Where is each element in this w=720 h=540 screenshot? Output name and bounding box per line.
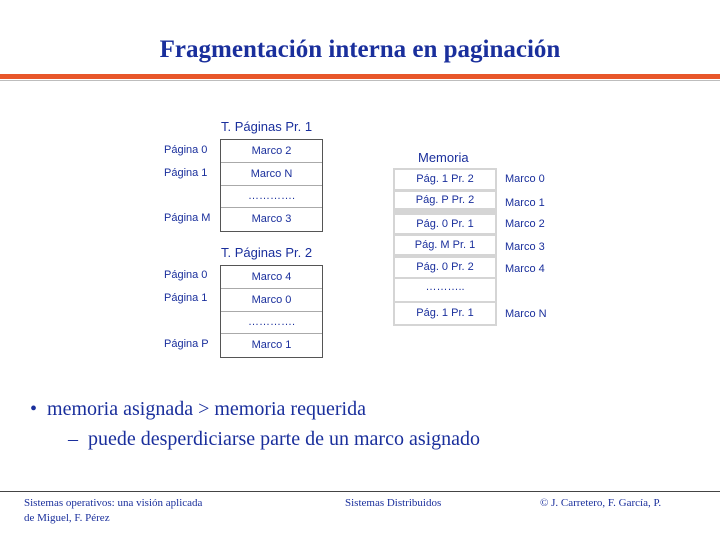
table1-cell: Marco 3	[221, 207, 322, 231]
title-underline	[0, 74, 720, 79]
bullet-dot: •	[30, 398, 48, 420]
footer-copyright: © J. Carretero, F. García, P.	[540, 497, 662, 509]
table1-cell: ………….	[221, 185, 322, 207]
table1-header: T. Páginas Pr. 1	[221, 119, 313, 134]
footer-divider	[0, 491, 720, 492]
frame-label: Marco 4	[505, 263, 545, 275]
memory-header: Memoria	[418, 150, 469, 165]
table1-row-label: Página 0	[164, 144, 208, 156]
bullet-sub-text: puede desperdiciarse parte de un marco asignado	[88, 428, 481, 450]
table2-row-label: Página 0	[164, 269, 208, 281]
bullet-main	[30, 398, 366, 421]
slide-title: Fragmentación interna en paginación	[159, 36, 561, 63]
memory-cell: Pág. 0 Pr. 2	[395, 258, 495, 277]
table2-cell: ………….	[221, 311, 322, 333]
memory-cell: ………..	[395, 279, 495, 301]
page-table-1	[220, 139, 323, 232]
memory-cell: Pág. 0 Pr. 1	[395, 215, 495, 233]
title-underline-shadow	[0, 80, 720, 81]
page-table-2	[220, 265, 323, 358]
memory-cell: Pág. 1 Pr. 2	[395, 170, 495, 189]
memory-block	[393, 168, 497, 326]
table2-row-label: Página 1	[164, 292, 208, 304]
frame-label: Marco 3	[505, 241, 545, 253]
table2-cell: Marco 0	[221, 288, 322, 311]
memory-cell: Pág. P Pr. 2	[395, 192, 495, 208]
footer-book-title: Sistemas operativos: una visión aplicada	[24, 497, 203, 509]
bullet-main-text: memoria asignada > memoria requerida	[47, 398, 366, 420]
table1-cell: Marco 2	[251, 145, 292, 157]
table2-cell: Marco 4	[251, 271, 292, 283]
frame-label: Marco 0	[505, 173, 545, 185]
bullet-sub	[68, 428, 480, 451]
frame-label: Marco 2	[505, 218, 545, 230]
memory-cell: Pág. 1 Pr. 1	[395, 303, 495, 324]
bullet-dash: –	[68, 428, 88, 450]
memory-cell: Pág. M Pr. 1	[395, 236, 495, 254]
frame-label: Marco N	[505, 308, 547, 320]
frame-label: Marco 1	[505, 197, 545, 209]
table1-row-label: Página 1	[164, 167, 208, 179]
footer-course: Sistemas Distribuidos	[345, 497, 442, 509]
footer-authors: de Miguel, F. Pérez	[24, 512, 110, 524]
table1-cell: Marco N	[221, 162, 322, 185]
table1-row-label: Página M	[164, 212, 211, 224]
table2-header: T. Páginas Pr. 2	[221, 245, 313, 260]
table2-row-label: Página P	[164, 338, 209, 350]
table2-cell: Marco 1	[221, 333, 322, 357]
